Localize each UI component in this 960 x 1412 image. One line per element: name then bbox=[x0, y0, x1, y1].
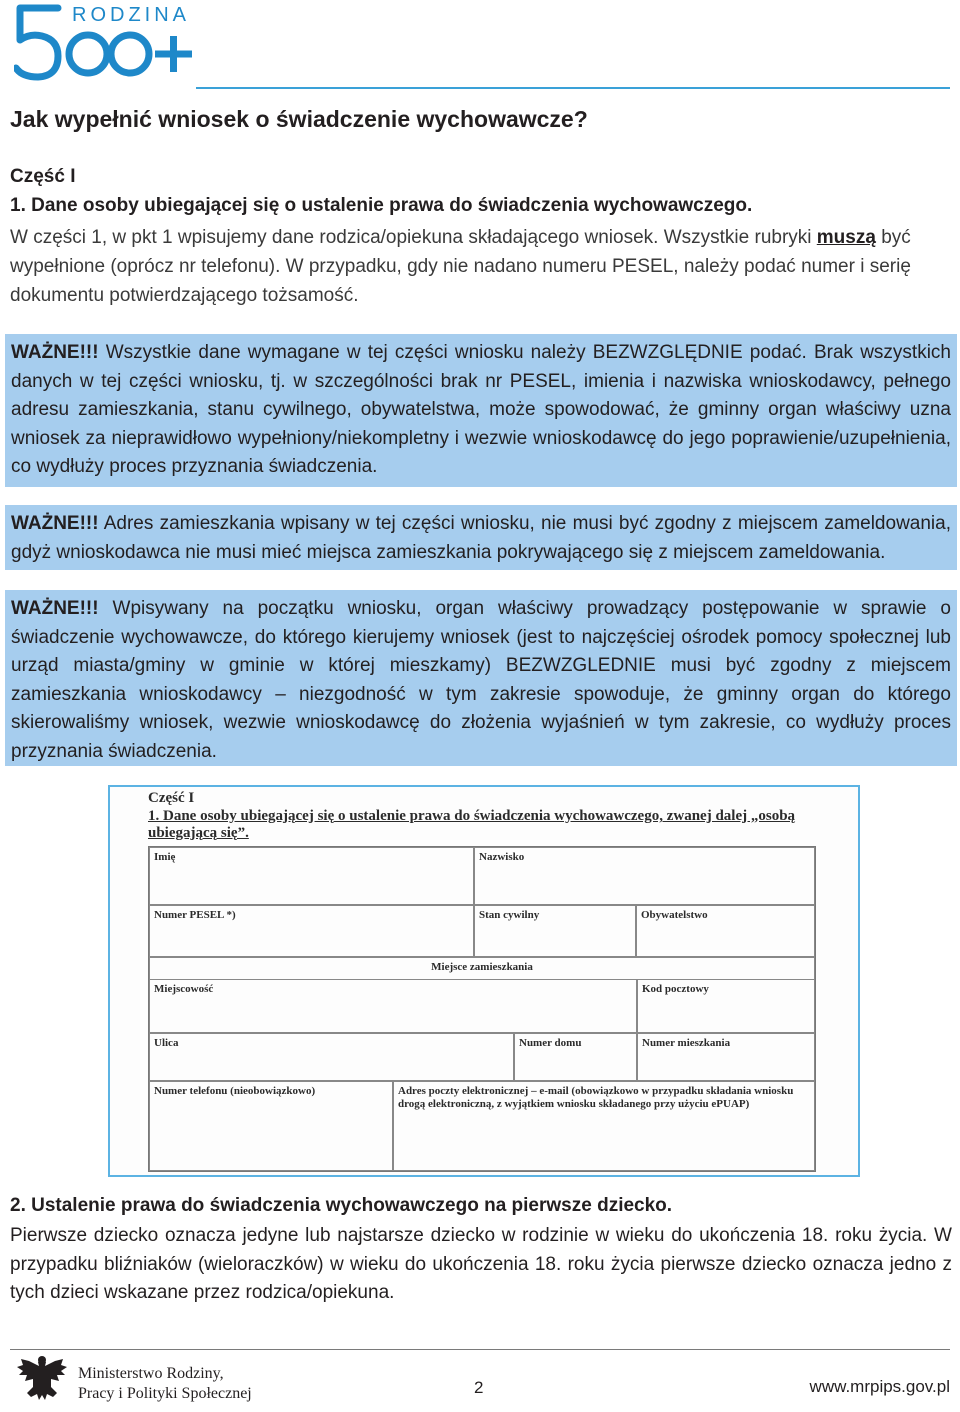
header-divider bbox=[196, 87, 950, 89]
important-note-1 bbox=[5, 334, 957, 487]
form-field-email: Adres poczty elektronicznej – e-mail (obowiązkowo w przypadku składania wniosku drogą elektroniczną, z wyjątkiem wniosku składanego przy użyciu ePUAP) bbox=[393, 1081, 815, 1171]
form-field-citizenship: Obywatelstwo bbox=[636, 905, 815, 957]
form-field-house-number: Numer domu bbox=[514, 1033, 637, 1081]
intro-text-a: W części 1, w pkt 1 wpisujemy dane rodzica/opiekuna składającego wniosek. Wszystkie rubryki bbox=[10, 227, 817, 248]
ministry-name bbox=[78, 1364, 252, 1404]
form-residence-header: Miejsce zamieszkania bbox=[149, 957, 815, 979]
note-text: Wpisywany na początku wniosku, organ właściwy prowadzący postępowanie w sprawie o świadczenie wychowawcze, do którego kierujemy wniosek (jest to najczęściej ośrodek pomocy społecznej lub urząd miasta/gminy w gminie w której mieszkamy) BEZWZGLEDNIE musi być zgodny z miejscem zamieszkania wnioskodawcy – niezgodność w tym zakresie spowoduje, że gminny organ do którego skierowaliśmy wniosek, wezwie wnioskodawcę do złożenia wyjaśnień w tym zakresie, co wydłuży proces przyznania świadczenia. bbox=[11, 598, 951, 762]
rodzina-500-logo bbox=[14, 0, 194, 84]
note-text: Wszystkie dane wymagane w tej części wniosku należy BEZWZGLĘDNIE podać. Brak wszystkich danych w tej części wniosku, tj. w szczególności brak nr PESEL, imienia i nazwiska wnioskodawcy, pełnego adresu zamieszkania, stanu cywilnego, obywatelstwa, może spowodować, że gminny organ właściwy uzna wniosek za nieprawidłowo wypełniony/niekompletny i wezwie wnioskodawcę do jego poprawienie/uzupełnienia, co wydłuży proces przyznania świadczenia. bbox=[11, 342, 951, 478]
polish-eagle-emblem-icon bbox=[12, 1353, 72, 1409]
form-grid bbox=[148, 846, 816, 1172]
form-field-civil-status: Stan cywilny bbox=[474, 905, 636, 957]
form-field-last-name: Nazwisko bbox=[474, 847, 815, 905]
logo-word: RODZINA bbox=[72, 4, 190, 26]
note-label: WAŻNE!!! bbox=[11, 342, 99, 363]
intro-emphasis: muszą bbox=[816, 227, 876, 248]
form-field-phone: Numer telefonu (nieobowiązkowo) bbox=[149, 1081, 393, 1171]
form-field-first-name: Imię bbox=[149, 847, 474, 905]
form-field-street: Ulica bbox=[149, 1033, 514, 1081]
form-field-apartment-number: Numer mieszkania bbox=[637, 1033, 815, 1081]
section-1-intro bbox=[10, 223, 955, 310]
form-sample bbox=[146, 790, 826, 1175]
footer-divider bbox=[10, 1349, 950, 1350]
page-number: 2 bbox=[474, 1378, 484, 1397]
form-section-title: 1. Dane osoby ubiegającej się o ustalenie prawa do świadczenia wychowawczego, zwanej dalej „osobą ubiegającą się”. bbox=[148, 808, 796, 841]
note-label: WAŻNE!!! bbox=[11, 598, 99, 619]
form-field-pesel: Numer PESEL *) bbox=[149, 905, 474, 957]
form-field-locality: Miejscowość bbox=[149, 979, 637, 1033]
form-field-postal-code: Kod pocztowy bbox=[637, 979, 815, 1033]
website-link[interactable]: www.mrpips.gov.pl bbox=[809, 1377, 950, 1396]
ministry-line-2: Pracy i Polityki Społecznej bbox=[78, 1385, 252, 1402]
section-1-title: 1. Dane osoby ubiegającej się o ustalenie prawa do świadczenia wychowawczego. bbox=[10, 195, 753, 216]
note-label: WAŻNE!!! bbox=[11, 513, 99, 534]
ministry-line-1: Ministerstwo Rodziny, bbox=[78, 1365, 224, 1382]
form-part-label: Część I bbox=[148, 790, 195, 806]
form-sample-image bbox=[108, 785, 860, 1177]
page-title: Jak wypełnić wniosek o świadczenie wychowawcze? bbox=[10, 106, 588, 132]
note-text: Adres zamieszkania wpisany w tej części wniosku, nie musi być zgodny z miejscem zameldowania, gdyż wnioskodawca nie musi mieć miejsca zamieszkania pokrywającego się z miejscem zameldowania. bbox=[11, 513, 951, 563]
section-2-body: Pierwsze dziecko oznacza jedyne lub najstarsze dziecko w rodzinie w wieku do ukończenia 18. roku życia. W przypadku bliźniaków (wieloraczków) w wieku do ukończenia 18. roku życia pierwsze dziecko oznacza jedno z tych dzieci wskazane przez rodzica/opiekuna. bbox=[10, 1225, 952, 1304]
intro-text-b: być wypełnione (oprócz nr telefonu). W przypadku, gdy nie nadano numeru PESEL, należy podać numer i serię dokumentu potwierdzającego tożsamość. bbox=[10, 227, 911, 306]
important-note-3 bbox=[5, 590, 957, 766]
part-label: Część I bbox=[10, 166, 76, 187]
important-note-2 bbox=[5, 505, 957, 570]
section-2-title: 2. Ustalenie prawa do świadczenia wychowawczego na pierwsze dziecko. bbox=[10, 1195, 673, 1216]
